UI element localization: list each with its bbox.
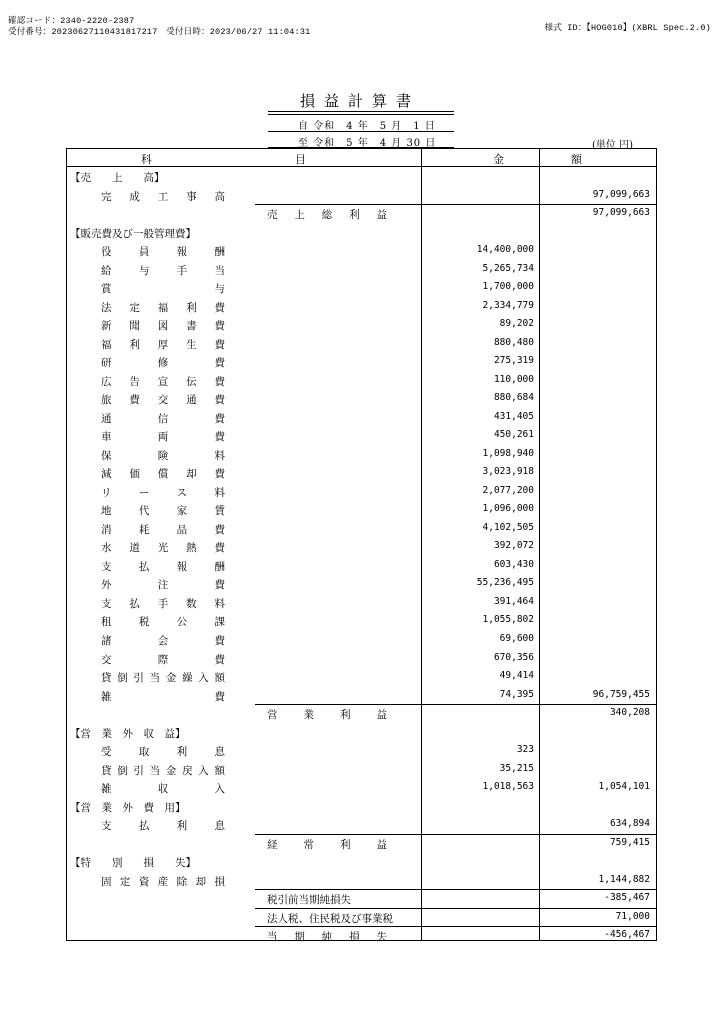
amount-total: 340,208 [609,707,650,719]
account-name: 支払利息 [101,820,225,833]
table-row [67,611,656,630]
table-row [67,297,656,316]
amount-detail: 603,430 [493,558,534,570]
table-row [67,741,656,760]
income-statement-table [66,148,657,944]
table-row [67,778,656,797]
table-row [67,463,656,482]
table-row [67,852,656,871]
account-name: 外注費 [101,579,225,592]
amount-total: 1,054,101 [598,781,650,793]
table-row [67,926,656,945]
account-name: 水道光熱費 [101,542,225,555]
total-label: 営業利益 [267,709,387,722]
table-row [67,630,656,649]
table-row [67,352,656,371]
amount-total: -456,467 [604,929,650,941]
amount-detail: 275,319 [493,355,534,367]
amount-detail: 2,334,779 [482,299,534,311]
table-row [67,667,656,686]
total-label: 売上総利益 [267,209,387,222]
title-underline [268,111,454,112]
account-name: 完成工事高 [101,190,225,203]
amount-detail: 89,202 [499,318,534,330]
confirm-code: 確認コード：2340-2220-2387 [8,16,135,26]
title-underline-double [268,114,454,115]
table-row [67,371,656,390]
account-name: 福利厚生費 [101,338,225,351]
total-label: 当期純損失 [267,931,387,944]
section-heading: 【売 上 高】 [70,172,165,184]
table-row [67,408,656,427]
account-name: 広告宣伝費 [101,375,225,388]
amount-detail: 392,072 [493,540,534,552]
table-row [67,241,656,260]
amount-detail: 1,055,802 [482,614,534,626]
table-row [67,908,656,927]
account-name: 通信費 [101,412,225,425]
table-row [67,204,656,223]
account-name: 固定資産除却損 [101,875,225,888]
amount-detail: 670,356 [493,651,534,663]
period-from: 自 令和 4 年 5 月 1 日 [298,121,436,132]
account-name: 給与手当 [101,264,225,277]
table-row [67,334,656,353]
table-row [67,834,656,853]
account-name: 支払報酬 [101,560,225,573]
section-heading: 【営 業 外 収 益】 [70,727,186,740]
amount-detail: 4,102,505 [482,521,534,533]
page-title: 損益計算書 [299,92,420,110]
subtotal-rule [255,834,656,835]
subtotal-rule [255,908,656,909]
amount-total: 97,099,663 [592,188,650,200]
amount-detail: 1,096,000 [482,503,534,515]
table-row [67,389,656,408]
section-heading: 【特 別 損 失】 [70,857,196,870]
table-row [67,593,656,612]
amount-total: 634,894 [609,818,650,830]
account-name: 貸倒引当金繰入額 [101,672,225,685]
amount-detail: 49,414 [499,670,534,682]
document-header-left [8,16,310,38]
table-row [67,426,656,445]
table-row [67,871,656,890]
table-row [67,260,656,279]
subtotal-rule [255,889,656,890]
table-row [67,797,656,816]
table-row [67,500,656,519]
header-kamoku-2: 目 [295,153,306,166]
account-name: 賞与 [101,283,225,296]
amount-detail: 3,023,918 [482,466,534,478]
amount-total: 759,415 [609,836,650,848]
table-row [67,223,656,242]
amount-total: -385,467 [604,892,650,904]
account-name: 旅費交通費 [101,394,225,407]
table-row [67,482,656,501]
account-name: 車両費 [101,431,225,444]
table-row [67,760,656,779]
total-label: 税引前当期純損失 [267,894,351,907]
amount-total: 96,759,455 [592,688,650,700]
account-name: 新聞図書費 [101,320,225,333]
amount-detail: 110,000 [493,373,534,385]
account-name: 保険料 [101,449,225,462]
table-row [67,167,656,186]
account-name: 役員報酬 [101,246,225,259]
amount-detail: 1,018,563 [482,781,534,793]
amount-detail: 55,236,495 [476,577,534,589]
total-label: 法人税、住民税及び事業税 [267,912,393,925]
account-name: 貸倒引当金戻入額 [101,764,225,777]
subtotal-rule [255,926,656,927]
amount-total: 97,099,663 [592,207,650,219]
account-name: 租税公課 [101,616,225,629]
account-name: 受取利息 [101,746,225,759]
amount-detail: 69,600 [499,633,534,644]
table-row [67,315,656,334]
account-name: 諸会費 [101,635,225,647]
form-id: 様式 ID：【HOG010】(XBRL Spec.2.0) [544,23,711,33]
table-row [67,815,656,834]
table-header [67,149,656,167]
table-row [67,537,656,556]
account-name: リース料 [101,486,225,499]
amount-detail: 323 [516,744,534,756]
table-row [67,686,656,705]
table-row [67,186,656,205]
subtotal-rule [255,704,656,705]
table-row [67,445,656,464]
amount-detail: 2,077,200 [482,484,534,496]
account-name: 消耗品費 [101,523,225,536]
amount-detail: 450,261 [493,429,534,441]
amount-detail: 14,400,000 [476,244,534,256]
amount-detail: 1,700,000 [482,281,534,293]
account-name: 法定福利費 [101,301,225,314]
table-row [67,574,656,593]
account-name: 交際費 [101,653,225,666]
account-name: 支払手数料 [101,597,225,610]
account-name: 雑費 [101,690,225,703]
header-kingaku-1: 金 [493,153,504,166]
account-name: 減価償却費 [101,468,225,481]
table-row [67,519,656,538]
account-name: 地代家賃 [101,505,225,518]
table-row [67,649,656,668]
table-row [67,556,656,575]
receipt-info: 受付番号：20230627110431817217 受付日時：2023/06/27 11:04:31 [8,27,311,37]
period-divider [268,131,454,132]
amount-total: 71,000 [615,910,650,922]
amount-detail: 1,098,940 [482,447,534,459]
amount-detail: 880,684 [493,392,534,404]
amount-total: 1,144,882 [598,873,650,885]
header-kamoku-1: 科 [141,153,152,166]
table-row [67,723,656,742]
amount-detail: 35,215 [499,762,534,774]
amount-detail: 880,480 [493,336,534,348]
amount-detail: 431,405 [493,410,534,422]
total-label: 経常利益 [267,838,387,851]
amount-detail: 5,265,734 [482,262,534,274]
table-row [67,278,656,297]
table-row [67,889,656,908]
section-heading: 【販売費及び一般管理費】 [70,227,196,240]
header-kingaku-2: 額 [571,153,582,166]
account-name: 研修費 [101,357,225,370]
account-name: 雑収入 [101,783,225,796]
unit-label: (単位 円) [592,140,633,151]
subtotal-rule [255,204,656,205]
table-row [67,704,656,723]
amount-detail: 74,395 [499,688,534,700]
section-heading: 【営 業 外 費 用】 [70,801,186,814]
amount-detail: 391,464 [493,595,534,607]
period-to: 至 令和 5 年 4 月 30 日 [298,138,437,149]
